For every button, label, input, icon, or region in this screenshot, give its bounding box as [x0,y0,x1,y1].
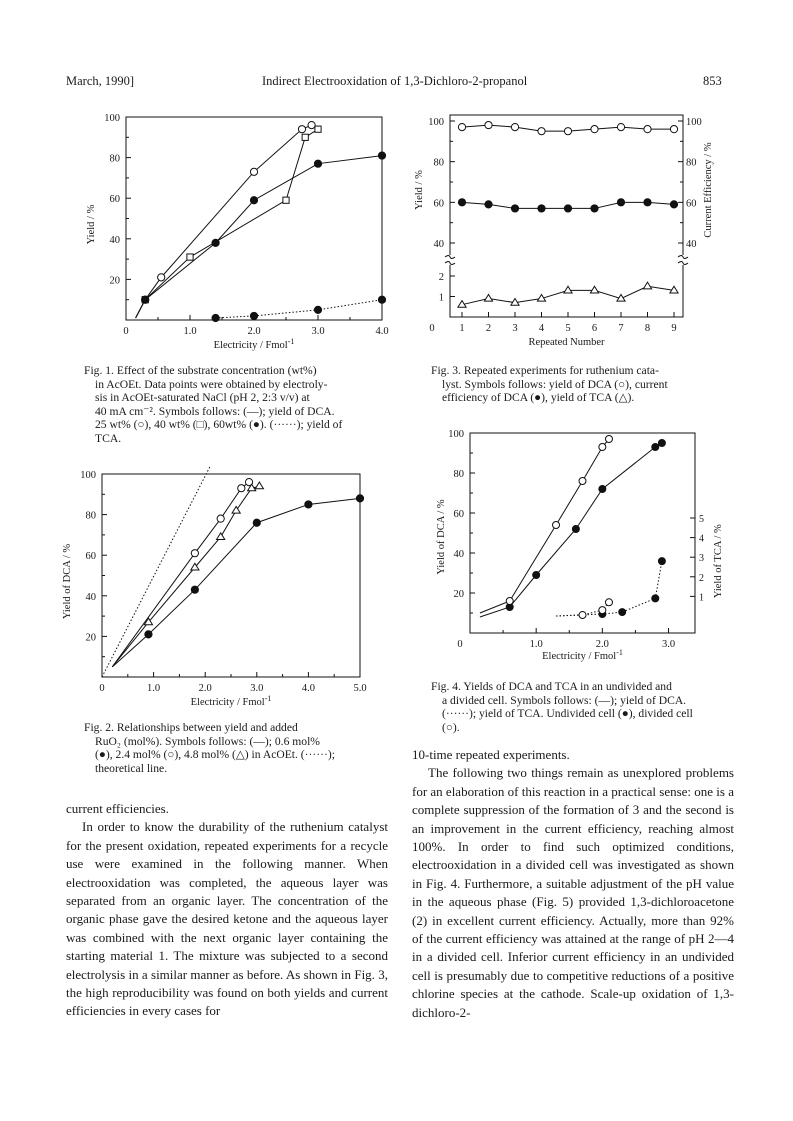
caption-line: Fig. 4. Yields of DCA and TCA in an undivided and [431,680,672,693]
y-right-tick-label: 40 [686,239,697,250]
y-tick-label: 100 [448,429,464,440]
figure-4-caption [431,680,731,734]
x-tick-label: 1.0 [183,326,197,337]
data-point-open-triangle [643,282,651,289]
data-point-open-circle [599,607,606,614]
series-line [112,498,360,666]
y-right-tick-label: 5 [699,514,704,525]
y-axis-label: Yield of DCA / % [436,499,447,575]
y-tick-label: 60 [433,198,444,210]
figure-4 [420,425,724,665]
y-right-tick-label: 3 [699,553,704,565]
caption-line: (○). [442,720,460,734]
figure-1-chart [70,100,389,351]
data-point-filled-circle [619,609,626,616]
y-tick-label: 100 [80,470,96,481]
y-right-tick-label: 60 [686,198,697,210]
caption-line: a divided cell. Symbols follows: (—); yield of DCA. [442,693,687,707]
y-axis-label: Yield of DCA / % [62,543,73,620]
data-point-open-circle [191,550,198,557]
y-tick-label: 60 [85,551,96,563]
caption-line: RuO₂ (mol%). Symbols follows: (—); 0.6 mol% [95,734,320,748]
x-tick-label: 0 [99,683,105,694]
y-axis-label: Yield / % [414,170,425,210]
y-right-tick-label: 4 [699,533,704,545]
data-point-filled-circle [458,199,465,206]
series-line [102,466,210,677]
y-tick-label: 80 [453,469,464,480]
data-point-filled-circle [485,201,492,208]
series-line [556,561,662,616]
data-point-open-circle [670,126,677,133]
y-tick-label: 2 [438,272,444,283]
y-tick-label: 80 [85,510,96,522]
series-line [136,156,382,318]
caption-line: (······); yield of TCA. Undivided cell (●), divided cell [442,707,693,721]
data-point-filled-circle [253,519,260,526]
y-right-tick-label: 2 [699,572,704,584]
data-point-filled-circle [533,572,540,579]
caption-line: Fig. 3. Repeated experiments for ruthenium cata- [431,364,659,377]
data-point-open-circle [553,522,560,529]
data-point-open-square [315,126,321,132]
x-axis-label: Electricity / Fmol$^{-1}$ [542,648,623,662]
y-tick-label: 100 [104,113,120,124]
figure-2-caption [84,721,379,775]
data-point-filled-circle [356,495,363,502]
paragraph: current efficiencies. [66,801,169,816]
data-point-filled-circle [572,526,579,533]
y-right-tick-label: 100 [686,117,702,128]
y-tick-label: 20 [109,275,120,287]
running-header-journal: March, 1990] [66,74,135,88]
data-point-filled-circle [599,486,606,493]
x-tick-label: 3.0 [661,639,676,650]
data-point-open-circle [238,485,245,492]
y-right-tick-label: 1 [699,592,704,604]
data-point-filled-circle [212,239,219,246]
x-tick-label: 1.0 [529,639,543,650]
x-tick-label: 5 [565,323,571,334]
caption-line: 40 mA cm⁻². Symbols follows: (—); yield of DCA. [95,404,335,418]
data-point-filled-circle [591,205,598,212]
figure-3-caption [431,364,731,405]
caption-line: in AcOEt. Data points were obtained by electroly- [95,377,328,391]
x-axis-label: Electricity / Fmol$^{-1}$ [213,337,295,351]
data-point-filled-circle [305,501,312,508]
x-tick-label: 2.0 [198,683,212,694]
data-point-open-triangle [255,482,263,489]
caption-line: efficiency of DCA (●), yield of TCA (△). [442,391,635,405]
data-point-open-square [187,254,193,260]
x-axis-label: Repeated Number [528,337,605,348]
plot-frame [126,117,382,320]
data-point-filled-circle [538,205,545,212]
data-point-open-circle [511,124,518,131]
data-point-open-circle [217,515,224,522]
y-tick-label: 60 [109,194,120,206]
data-point-open-circle [605,436,612,443]
data-point-filled-circle [670,201,677,208]
x-tick-label: 2 [485,323,492,334]
data-point-open-square [302,134,308,140]
x-tick-label: 0 [457,639,463,650]
x-tick-label: 6 [591,323,598,334]
data-point-open-triangle [590,286,598,293]
x-tick-label: 8 [644,323,651,334]
body-text-left-column [66,800,388,1021]
data-point-open-circle [458,124,465,131]
series-line [136,129,318,318]
data-point-filled-circle [191,586,198,593]
data-point-filled-circle [250,197,257,204]
caption-line: lyst. Symbols follows: yield of DCA (○), current [442,377,668,391]
data-point-open-circle [605,599,612,606]
series-line [112,482,249,667]
caption-line: 25 wt% (○), 40 wt% (□), 60wt% (●). (······); yield of [95,418,343,432]
y-right-tick-label: 80 [686,157,697,169]
data-point-open-circle [591,126,598,133]
figure-2-chart [60,462,380,714]
x-tick-label: 4.0 [301,683,315,694]
series-line [216,300,382,318]
data-point-open-circle [506,598,513,605]
y-tick-label: 80 [109,153,120,165]
data-point-filled-circle [378,296,385,303]
data-point-filled-circle [378,152,385,159]
y-tick-label: 20 [85,632,96,644]
figure-1-caption [84,364,379,446]
x-tick-label: 1 [459,323,465,334]
y-tick-label: 60 [453,509,464,520]
x-tick-label: 2.0 [595,639,609,650]
paragraph: The following two things remain as unexplored problems for an elaboration of this reaction in a practical sense: one is a complete suppression of the formation of 3 and the second is an improvement in the current efficiency, reaching almost 100%. In order to find such optimized conditions, electrooxidation in a divided cell was investigated as shown in Fig. 4. Furthermore, a suitable adjustment of the pH value in the aqueous phase (Fig. 5) provided 1,3-dichloroacetone (2) in excellent current efficiency. Actually, more than 92% of the current efficiency was attained at the range of pH 2—4 in a divided cell. Inferior current efficiency in an undivided cell is presumably due to competitive reductions of a positive chlorine species at the cathode. Scale-up oxidation of 1,3-dichloro-2- [412,765,734,1020]
x-tick-label: 4 [538,323,545,334]
x-tick-label: 7 [618,323,624,334]
caption-line: Fig. 1. Effect of the substrate concentration (wt%) [84,364,317,377]
body-text-right-column [412,746,734,1022]
data-point-filled-circle [652,444,659,451]
paragraph: In order to know the durability of the ruthenium catalyst for the present oxidation, repeated experiments for a recycle use were examined in the following manner. When electrooxidation was completed, the aqueous layer was separated from an organic layer. The concentration of the organic phase gave the desired ketone and the aqueous layer was combined with the next organic layer containing the starting material 1. The mixture was subjected to a second electrolysis in a similar manner as before. As shown in Fig. 3, the high reproducibility was found on both yields and current efficiencies in every cases for [66,819,388,1019]
data-point-filled-circle [511,205,518,212]
data-point-open-triangle [232,506,240,513]
figure-3-chart [405,100,745,350]
data-point-filled-circle [314,160,321,167]
data-point-filled-circle [658,440,665,447]
figure-3 [405,100,745,350]
data-point-filled-circle [564,205,571,212]
caption-line: Fig. 2. Relationships between yield and added [84,721,298,734]
y-right-axis-label: Current Efficiency / % [703,142,714,238]
data-point-open-triangle [484,294,492,301]
series-line [480,439,609,613]
data-point-open-circle [538,128,545,135]
x-tick-label: 0 [123,326,129,337]
x-tick-label: 4.0 [375,326,389,337]
data-point-open-circle [250,168,257,175]
y-right-axis-label: Yield of TCA / % [713,524,724,599]
y-tick-label: 1 [438,292,444,304]
data-point-filled-circle [212,314,219,321]
data-point-filled-circle [250,312,257,319]
y-tick-label: 40 [109,234,120,246]
plot-frame [102,474,360,677]
data-point-open-circle [579,612,586,619]
data-point-filled-circle [145,631,152,638]
x-tick-label: 0 [429,323,435,334]
running-header-title: Indirect Electrooxidation of 1,3-Dichloro-2-propanol [262,74,528,88]
data-point-open-circle [298,126,305,133]
x-tick-label: 2.0 [247,326,261,337]
x-tick-label: 1.0 [147,683,161,694]
x-tick-label: 3 [512,323,518,334]
page-number: 853 [703,74,722,88]
data-point-open-circle [564,128,571,135]
series-line [480,443,662,617]
figure-1 [70,100,389,351]
data-point-filled-circle [658,558,665,565]
x-axis-label: Electricity / Fmol$^{-1}$ [190,694,272,708]
y-tick-label: 40 [453,549,464,560]
y-tick-label: 100 [428,117,444,128]
data-point-open-triangle [217,533,225,540]
y-tick-label: 40 [433,239,444,250]
data-point-open-circle [308,122,315,129]
caption-line: TCA. [95,431,122,445]
data-point-open-circle [158,274,165,281]
data-point-filled-circle [652,595,659,602]
y-tick-label: 20 [453,589,464,600]
x-tick-label: 9 [671,323,677,334]
data-point-open-square [283,197,289,203]
data-point-open-triangle [564,286,572,293]
caption-line: theoretical line. [95,761,168,775]
figure-4-chart [420,425,724,665]
y-axis-label: Yield / % [86,204,97,245]
data-point-open-circle [617,124,624,131]
data-point-open-circle [644,126,651,133]
series-line [136,125,312,318]
data-point-filled-circle [142,296,149,303]
x-tick-label: 3.0 [250,683,264,694]
data-point-open-circle [485,121,492,128]
data-point-open-circle [579,478,586,485]
figure-2 [60,462,380,714]
x-tick-label: 5.0 [353,683,367,694]
data-point-filled-circle [617,199,624,206]
caption-line: sis in AcOEt-saturated NaCl (pH 2, 2:3 v/v) at [95,391,310,405]
data-point-filled-circle [644,199,651,206]
caption-line: (●), 2.4 mol% (○), 4.8 mol% (△) in AcOEt. (······); [95,748,335,762]
y-tick-label: 80 [433,157,444,169]
x-tick-label: 3.0 [311,326,325,337]
paragraph: 10-time repeated experiments. [412,747,570,762]
data-point-open-circle [599,444,606,451]
data-point-filled-circle [314,306,321,313]
y-tick-label: 40 [85,591,96,603]
